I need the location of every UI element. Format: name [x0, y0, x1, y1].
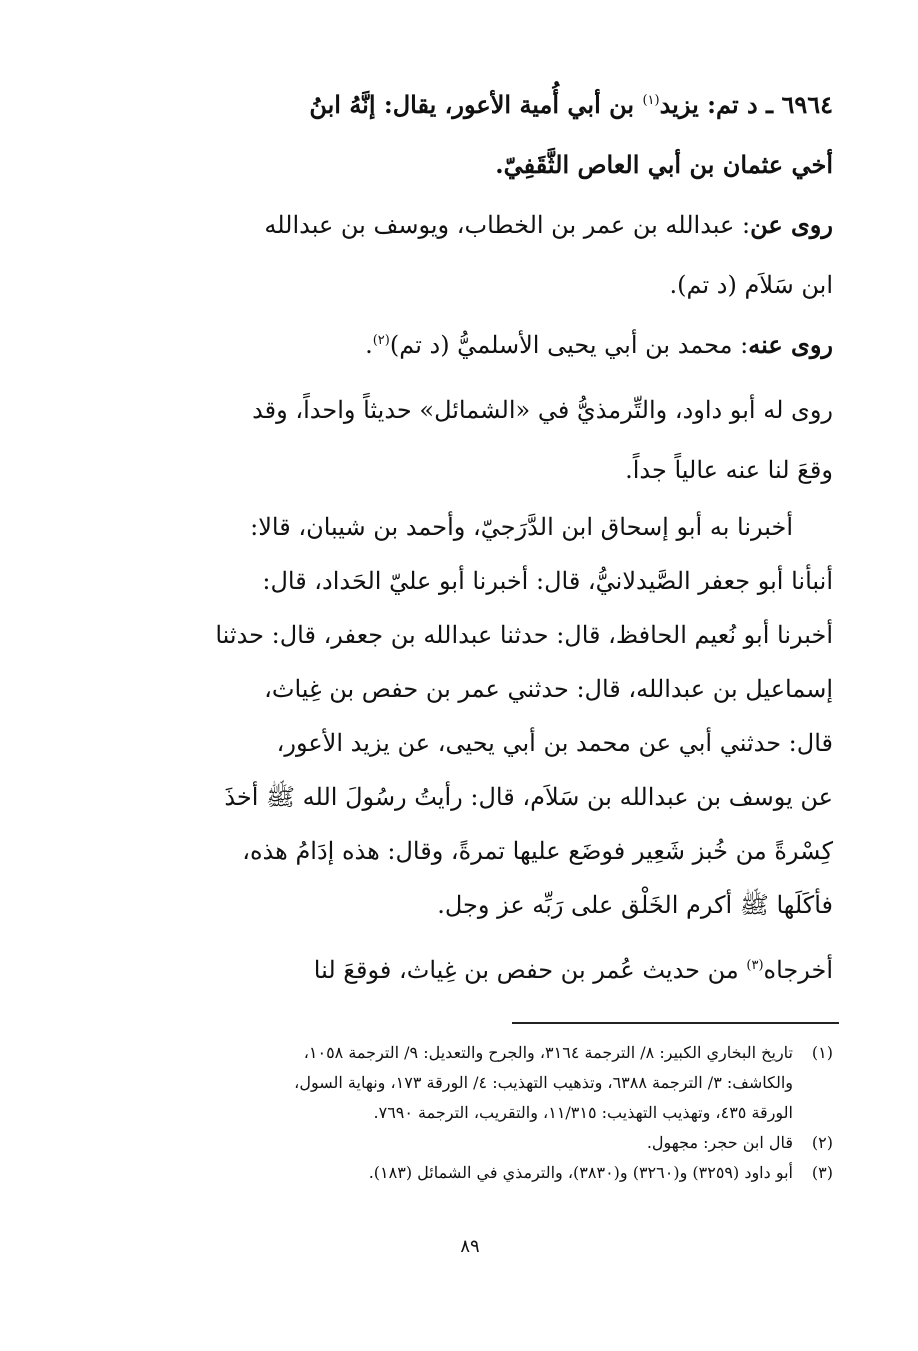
- footnote-number: (٣): [811, 1163, 833, 1182]
- rawa-an-paragraph: [133, 195, 833, 315]
- takhrij-line: [133, 940, 833, 1000]
- rawa-an-line-2: ابن سَلاَم (د تم).: [669, 271, 833, 299]
- rawa-anhu-paragraph: [133, 315, 833, 375]
- rawa-anhu-label: روى عنه: [748, 330, 833, 359]
- footnote-line: تاريخ البخاري الكبير: ٨/ الترجمة ٣١٦٤، والجرح والتعديل: ٩/ الترجمة ١٠٥٨،: [303, 1043, 793, 1062]
- rawa-anhu-end: .: [365, 331, 373, 359]
- rawa-lahu-line-2: وقعَ لنا عنه عالياً جداً.: [625, 456, 833, 484]
- footnote-body: [128, 1158, 793, 1188]
- rawa-an-line-1: [133, 195, 833, 255]
- footnote-body: [128, 1038, 793, 1128]
- isnad-line-3: أخبرنا أبو نُعيم الحافظ، قال: حدثنا عبدالله بن جعفر، قال: حدثنا: [215, 621, 833, 649]
- page-number: ٨٩: [460, 1236, 480, 1257]
- footnote-line: والكاشف: ٣/ الترجمة ٦٣٨٨، وتذهيب التهذيب: ٤/ الورقة ١٧٣، ونهاية السول،: [294, 1073, 793, 1092]
- entry-number: ٦٩٦٤: [781, 90, 833, 119]
- footnote-separator: [512, 1022, 839, 1024]
- entry-paragraph: [133, 75, 833, 195]
- takhrij-word: أخرجاه: [763, 956, 833, 984]
- footnote-marker-2[interactable]: (٢): [372, 333, 390, 348]
- rawa-anhu-text: : محمد بن أبي يحيى الأسلميُّ (د تم): [389, 331, 749, 359]
- isnad-line-4: إسماعيل بن عبدالله، قال: حدثني عمر بن حفص بن غِياث،: [264, 675, 833, 703]
- footnotes: [128, 1038, 833, 1188]
- entry-name-prefix: ـ د تم: يزيد: [659, 90, 782, 119]
- takhrij-paragraph: [133, 940, 833, 1000]
- entry-line-2: أخي عثمان بن أبي العاص الثَّقَفِيّ.: [495, 150, 833, 179]
- isnad-line-8: فأكَلَها ﷺ أكرم الخَلْق على رَبِّه عز وجل.: [437, 891, 833, 919]
- rawa-anhu-line: [133, 315, 833, 375]
- footnote-2: [128, 1128, 833, 1158]
- takhrij-rest: من حديث عُمر بن حفص بن غِياث، فوقعَ لنا: [313, 956, 747, 984]
- isnad-paragraph: [133, 500, 833, 932]
- isnad-line-2: أنبأنا أبو جعفر الصَّيدلانيُّ، قال: أخبرنا أبو عليّ الحَداد، قال:: [262, 567, 833, 595]
- footnote-number: (٢): [811, 1133, 833, 1152]
- footnote-body: [128, 1128, 793, 1158]
- entry-line-1: [133, 75, 833, 135]
- footnote-marker-3[interactable]: (٣): [746, 958, 764, 973]
- isnad-line-1: أخبرنا به أبو إسحاق ابن الدَّرَجيّ، وأحمد بن شيبان، قالا:: [250, 513, 793, 541]
- footnote-line: قال ابن حجر: مجهول.: [646, 1133, 793, 1152]
- footnote-marker-1[interactable]: (١): [642, 93, 660, 108]
- entry-name-rest: بن أبي أُمية الأعور، يقال: إنَّهُ ابنُ: [309, 90, 643, 119]
- footnote-number: (١): [811, 1043, 833, 1062]
- isnad-line-5: قال: حدثني أبي عن محمد بن أبي يحيى، عن يزيد الأعور،: [276, 729, 833, 757]
- rawa-an-label: روى عن: [750, 210, 833, 239]
- isnad-line-7: كِسْرةً من خُبز شَعِير فوضَع عليها تمرةً، وقال: هذه إدَامُ هذه،: [242, 837, 833, 865]
- isnad-line-6: عن يوسف بن عبدالله بن سَلاَم، قال: رأيتُ رسُولَ الله ﷺ أخذَ: [224, 783, 833, 811]
- footnote-line: أبو داود (٣٢٥٩) و(٣٢٦٠) و(٣٨٣٠)، والترمذي في الشمائل (١٨٣).: [368, 1163, 793, 1182]
- footnote-1: [128, 1038, 833, 1128]
- footnote-line: الورقة ٤٣٥، وتهذيب التهذيب: ١١/٣١٥، والتقريب، الترجمة ٧٦٩٠.: [373, 1103, 793, 1122]
- rawa-lahu-paragraph: [133, 380, 833, 500]
- rawa-lahu-line-1: روى له أبو داود، والتِّرمذيُّ في «الشمائل» حديثاً واحداً، وقد: [252, 396, 833, 424]
- rawa-an-text: : عبدالله بن عمر بن الخطاب، ويوسف بن عبدالله: [264, 211, 751, 239]
- footnote-3: [128, 1158, 833, 1188]
